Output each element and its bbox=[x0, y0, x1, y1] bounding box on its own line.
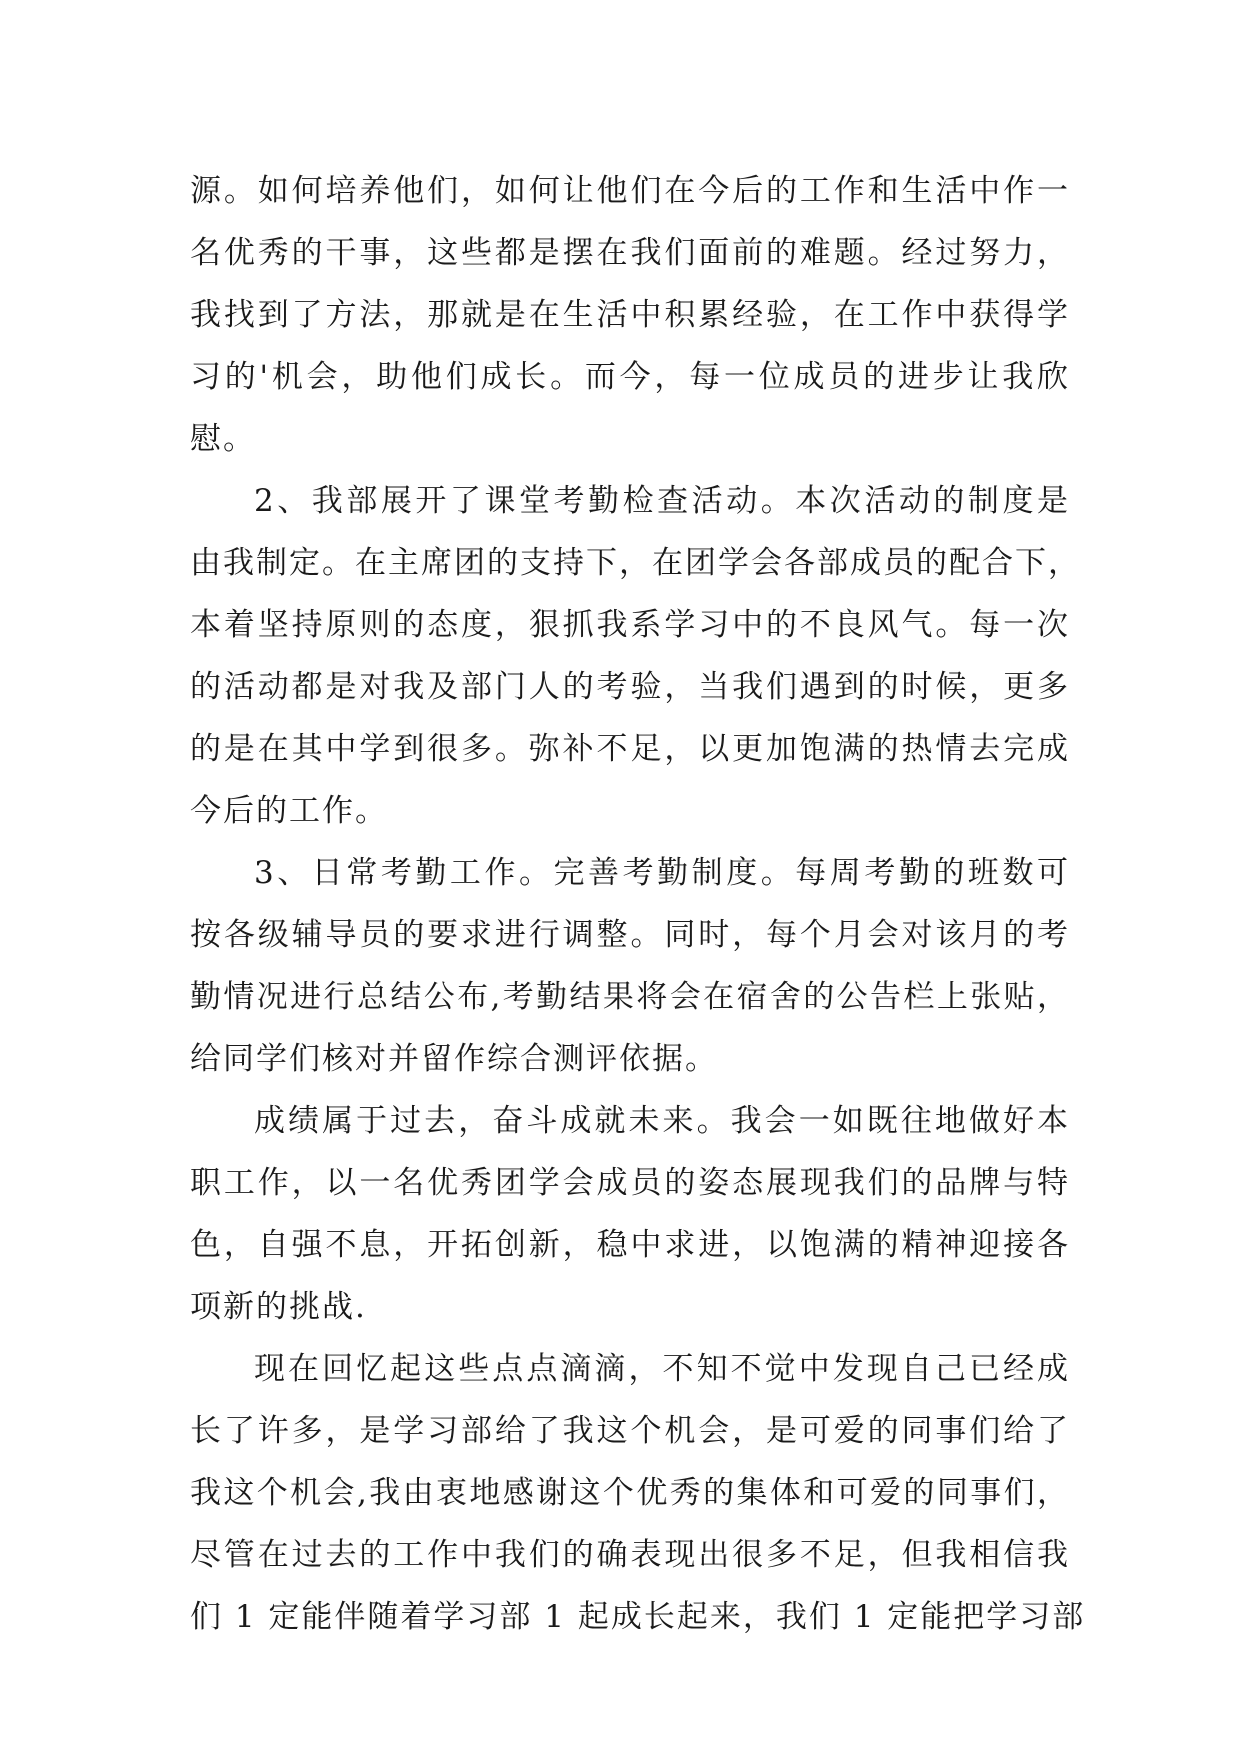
text-line: 项新的挑战. bbox=[190, 1289, 367, 1325]
paragraph bbox=[190, 842, 1070, 1090]
text-line: 源。如何培养他们，如何让他们在今后的工作和生活中作一 bbox=[190, 173, 1070, 209]
text-line: 今后的工作。 bbox=[190, 793, 388, 829]
text-line: 习的'机会，助他们成长。而今，每一位成员的进步让我欣 bbox=[190, 359, 1070, 395]
text-line: 长了许多，是学习部给了我这个机会，是可爱的同事们给了 bbox=[190, 1413, 1070, 1449]
text-line: 我找到了方法，那就是在生活中积累经验，在工作中获得学 bbox=[190, 297, 1070, 333]
text-line: 3、日常考勤工作。完善考勤制度。每周考勤的班数可 bbox=[254, 855, 1070, 891]
text-line: 成绩属于过去，奋斗成就未来。我会一如既往地做好本 bbox=[254, 1103, 1070, 1139]
text-line: 职工作，以一名优秀团学会成员的姿态展现我们的品牌与特 bbox=[190, 1165, 1070, 1201]
text-line: 2、我部展开了课堂考勤检查活动。本次活动的制度是 bbox=[254, 483, 1070, 519]
text-line: 的活动都是对我及部门人的考验，当我们遇到的时候，更多 bbox=[190, 669, 1070, 705]
paragraph bbox=[190, 1090, 1070, 1338]
paragraph bbox=[190, 470, 1081, 842]
text-line: 名优秀的干事，这些都是摆在我们面前的难题。经过努力， bbox=[190, 235, 1070, 271]
text-line: 们 1 定能伴随着学习部 1 起成长起来，我们 1 定能把学习部 bbox=[190, 1599, 1086, 1635]
text-line: 由我制定。在主席团的支持下，在团学会各部成员的配合下， bbox=[190, 545, 1081, 581]
text-line: 给同学们核对并留作综合测评依据。 bbox=[190, 1041, 718, 1077]
text-line: 按各级辅导员的要求进行调整。同时，每个月会对该月的考 bbox=[190, 917, 1070, 953]
text-line: 我这个机会,我由衷地感谢这个优秀的集体和可爱的同事们， bbox=[190, 1475, 1070, 1511]
text-line: 尽管在过去的工作中我们的确表现出很多不足，但我相信我 bbox=[190, 1537, 1070, 1573]
text-line: 勤情况进行总结公布,考勤结果将会在宿舍的公告栏上张贴， bbox=[190, 979, 1070, 1015]
body-text bbox=[190, 160, 1086, 1648]
text-line: 色，自强不息，开拓创新，稳中求进，以饱满的精神迎接各 bbox=[190, 1227, 1070, 1263]
text-line: 的是在其中学到很多。弥补不足，以更加饱满的热情去完成 bbox=[190, 731, 1070, 767]
text-line: 现在回忆起这些点点滴滴，不知不觉中发现自己已经成 bbox=[254, 1351, 1070, 1387]
text-line: 慰。 bbox=[190, 421, 256, 457]
paragraph bbox=[190, 1338, 1086, 1648]
paragraph bbox=[190, 160, 1070, 470]
text-line: 本着坚持原则的态度，狠抓我系学习中的不良风气。每一次 bbox=[190, 607, 1070, 643]
